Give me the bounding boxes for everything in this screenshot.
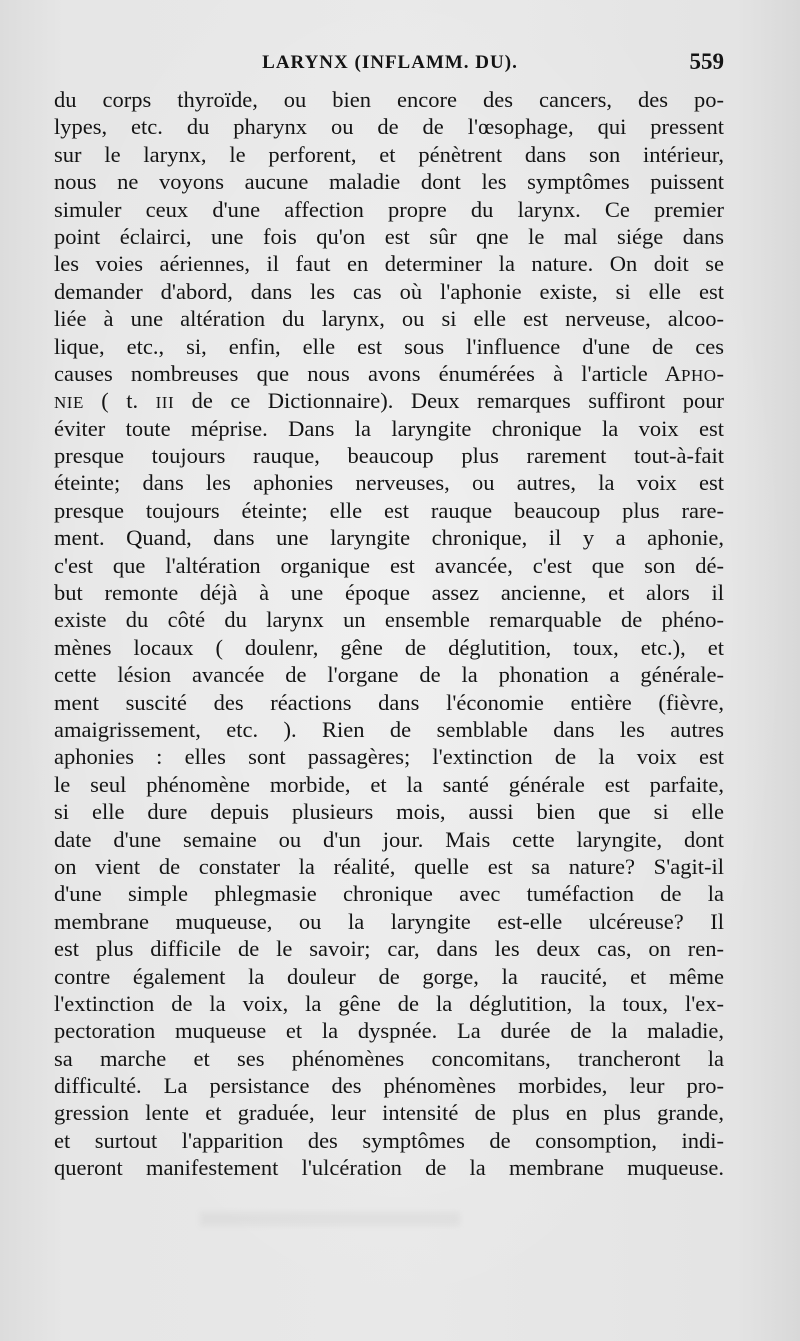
text-line: cette lésion avancée de l'organe de la phonation a générale- [54, 662, 724, 688]
text-line: mènes locaux ( doulenr, gêne de déglutition, toux, etc.), et [54, 634, 724, 660]
text-line: l'extinction de la voix, la gêne de la déglutition, la toux, l'ex- [54, 990, 724, 1016]
text-line: lypes, etc. du pharynx ou de de l'œsophage, qui pressent [54, 114, 724, 140]
text-line: sur le larynx, le perforent, et pénètrent dans son intérieur, [54, 141, 724, 167]
text-line: NIE ( t. III de ce Dictionnaire). Deux remarques suffiront pour [54, 388, 725, 414]
running-head: LARYNX (INFLAMM. DU). [262, 52, 518, 73]
text-line: les voies aériennes, il faut en determiner la nature. On doit se [54, 251, 724, 277]
text-line: d'une simple phlegmasie chronique avec tuméfaction de la [54, 881, 724, 907]
text-line: simuler ceux d'une affection propre du larynx. Ce premier [54, 196, 724, 222]
text-line: du corps thyroïde, ou bien encore des cancers, des po- [54, 87, 724, 112]
text-line: gression lente et graduée, leur intensité de plus en plus grande, [54, 1100, 724, 1126]
text-line: sa marche et ses phénomènes concomitans, trancheront la [54, 1045, 724, 1071]
text-line: nous ne voyons aucune maladie dont les symptômes puissent [54, 169, 724, 195]
text-line: difficulté. La persistance des phénomènes morbides, leur pro- [54, 1073, 724, 1099]
text-line: amaigrissement, etc. ). Rien de semblable dans les autres [54, 716, 724, 742]
text-line: éteinte; dans les aphonies nerveuses, ou autres, la voix est [54, 470, 724, 496]
body-text [54, 86, 724, 1182]
text-line: existe du côté du larynx un ensemble remarquable de phéno- [54, 607, 724, 633]
text-line: le seul phénomène morbide, et la santé générale est parfaite, [54, 771, 724, 797]
text-line: ment suscité des réactions dans l'économie entière (fièvre, [54, 689, 724, 715]
text-line: queront manifestement l'ulcération de la membrane muqueuse. [54, 1155, 724, 1181]
text-line: ment. Quand, dans une laryngite chronique, il y a aphonie, [54, 525, 724, 551]
page-header [56, 49, 724, 82]
text-line: c'est que l'altération organique est avancée, c'est que son dé- [54, 552, 724, 578]
text-line: éviter toute méprise. Dans la laryngite chronique la voix est [54, 415, 724, 441]
text-line: et surtout l'apparition des symptômes de consomption, indi- [54, 1127, 724, 1153]
text-line: presque toujours éteinte; elle est rauque beaucoup plus rare- [54, 497, 724, 523]
text-line: contre également la douleur de gorge, la raucité, et même [54, 963, 724, 989]
text-line: aphonies : elles sont passagères; l'extinction de la voix est [54, 744, 724, 770]
text-line: presque toujours rauque, beaucoup plus rarement tout-à-fait [54, 443, 724, 469]
text-line: lique, etc., si, enfin, elle est sous l'influence d'une de ces [54, 333, 724, 359]
text-line: si elle dure depuis plusieurs mois, aussi bien que si elle [54, 799, 724, 825]
text-line: pectoration muqueuse et la dyspnée. La durée de la maladie, [54, 1018, 724, 1044]
print-smudge [200, 1212, 460, 1226]
text-line: causes nombreuses que nous avons énumérées à l'article APHO- [54, 360, 724, 386]
text-line: but remonte déjà à une époque assez ancienne, et alors il [54, 580, 724, 606]
text-line: demander d'abord, dans les cas où l'aphonie existe, si elle est [54, 278, 724, 304]
text-line: date d'une semaine ou d'un jour. Mais cette laryngite, dont [54, 826, 724, 852]
page-number: 559 [689, 49, 724, 74]
text-line: est plus difficile de le savoir; car, dans les deux cas, on ren- [54, 936, 724, 962]
text-line: on vient de constater la réalité, quelle est sa nature? S'agit-il [54, 853, 724, 879]
text-line: membrane muqueuse, ou la laryngite est-elle ulcéreuse? Il [54, 908, 724, 934]
text-line: point éclairci, une fois qu'on est sûr qne le mal siége dans [54, 223, 724, 249]
text-line: liée à une altération du larynx, ou si elle est nerveuse, alcoo- [54, 306, 724, 332]
